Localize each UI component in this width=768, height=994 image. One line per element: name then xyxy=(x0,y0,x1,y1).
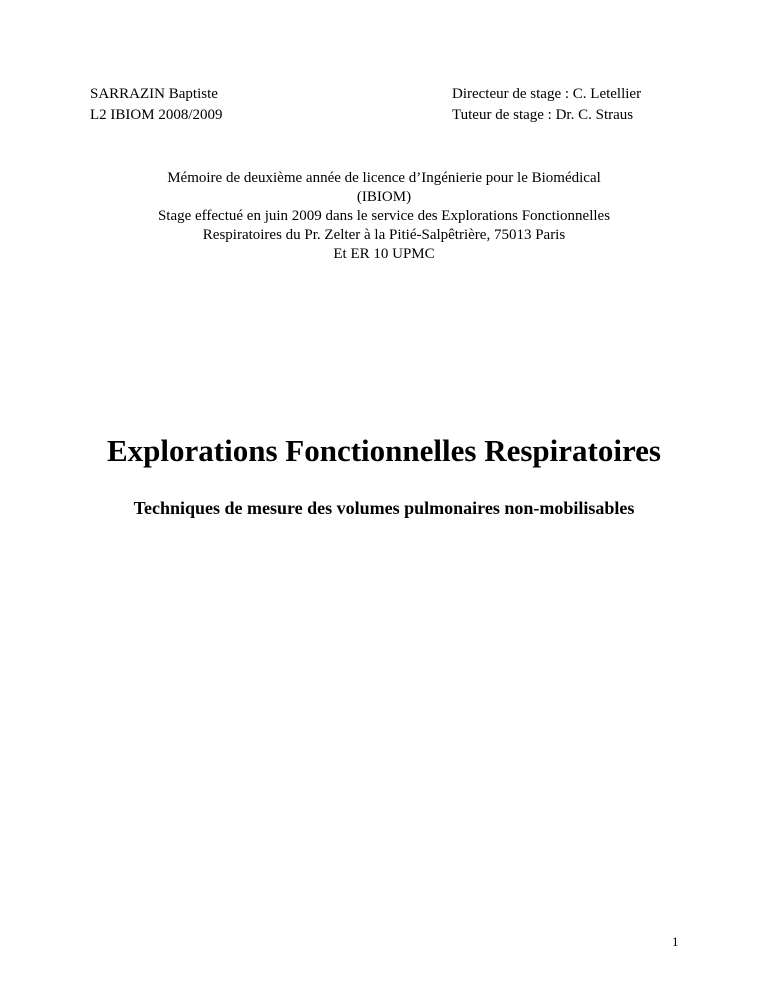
supervisor-block xyxy=(452,84,641,126)
page-number: 1 xyxy=(672,934,679,949)
document-subtitle: Techniques de mesure des volumes pulmonaires non-mobilisables xyxy=(133,498,635,518)
context-line: Mémoire de deuxième année de licence d’Ingénierie pour le Biomédical xyxy=(167,170,601,186)
author-block xyxy=(90,84,223,126)
author-program: L2 IBIOM 2008/2009 xyxy=(90,107,223,123)
context-line: Et ER 10 UPMC xyxy=(333,246,435,262)
internship-tutor: Tuteur de stage : Dr. C. Straus xyxy=(452,107,634,123)
context-line: Respiratoires du Pr. Zelter à la Pitié-Salpêtrière, 75013 Paris xyxy=(202,227,566,243)
context-line: Stage effectué en juin 2009 dans le service des Explorations Fonctionnelles xyxy=(157,208,611,224)
thesis-context xyxy=(0,169,768,264)
internship-director: Directeur de stage : C. Letellier xyxy=(452,86,642,102)
document-title: Explorations Fonctionnelles Respiratoires xyxy=(107,433,661,468)
context-line: (IBIOM) xyxy=(356,189,412,205)
author-name: SARRAZIN Baptiste xyxy=(90,86,218,102)
